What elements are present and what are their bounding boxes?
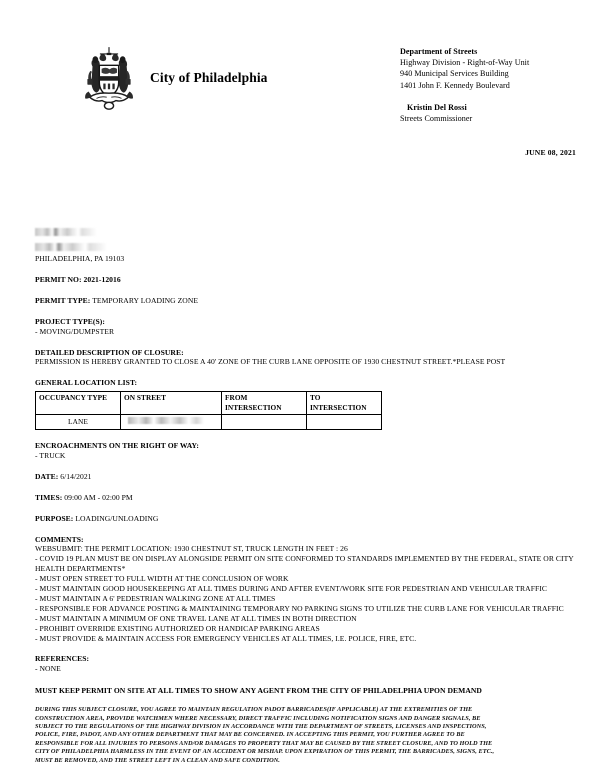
- date-row: [35, 472, 575, 482]
- comments-section: [35, 535, 575, 644]
- references-label: REFERENCES:: [35, 654, 90, 664]
- project-types-section: [35, 317, 575, 337]
- keep-permit-on-site-notice: MUST KEEP PERMIT ON SITE AT ALL TIMES TO SHOW ANY AGENT FROM THE CITY OF PHILADELPHIA UPON DEMAND: [35, 686, 482, 696]
- comment-line: - MUST MAINTAIN A MINIMUM OF ONE TRAVEL LANE AT ALL TIMES IN BOTH DIRECTION: [35, 613, 357, 623]
- encroachments-section: [35, 441, 575, 461]
- city-of-philadelphia-title: City of Philadelphia: [150, 70, 268, 85]
- cell-to-intersection: [307, 415, 382, 430]
- document-date: JUNE 08, 2021: [525, 148, 576, 157]
- table-header-row: [36, 392, 382, 415]
- permit-type-value: TEMPORARY LOADING ZONE: [92, 295, 199, 305]
- comment-line: - RESPONSIBLE FOR ADVANCE POSTING & MAINTAINING TEMPORARY NO PARKING SIGNS TO UTILIZE THE CURB LANE FOR VEHICULAR TRAFFIC: [35, 603, 564, 613]
- closure-description-section: [35, 348, 575, 368]
- redacted-recipient-name: [35, 228, 97, 236]
- purpose-value: LOADING/UNLOADING: [75, 513, 159, 523]
- times-label: TIMES:: [35, 492, 63, 502]
- cell-on-street: [121, 415, 222, 430]
- department-address-block: [400, 46, 529, 124]
- column-on-street: ON STREET: [121, 392, 222, 415]
- commissioner-name: Kristin Del Rossi: [407, 102, 467, 112]
- purpose-row: [35, 514, 575, 524]
- recipient-city-state-zip: PHILADELPHIA, PA 19103: [35, 254, 125, 263]
- encroachments-label: ENCROACHMENTS ON THE RIGHT OF WAY:: [35, 440, 199, 450]
- permit-number-value: 2021-12016: [83, 274, 121, 284]
- department-division: Highway Division - Right-of-Way Unit: [400, 58, 530, 68]
- permit-type-row: [35, 296, 575, 306]
- references-section: [35, 654, 575, 674]
- column-occupancy-type: OCCUPANCY TYPE: [36, 392, 121, 415]
- comment-line: - PROHIBIT OVERRIDE EXISTING AUTHORIZED OR HANDICAP PARKING AREAS: [35, 623, 320, 633]
- general-location-section: [35, 378, 575, 430]
- comment-line: - MUST MAINTAIN A 6' PEDESTRIAN WALKING ZONE AT ALL TIMES: [35, 593, 276, 603]
- crest-container: [0, 46, 150, 112]
- encroachments-value: - TRUCK: [35, 450, 66, 460]
- column-from-intersection: FROM INTERSECTION: [222, 392, 307, 415]
- department-street-address: 1401 John F. Kennedy Boulevard: [400, 80, 510, 90]
- legal-terms-paragraph: DURING THIS SUBJECT CLOSURE, YOU AGREE TO MAINTAIN REGULATION PADOT BARRICADES(IF APPLICABLE) AT THE EXTREMITIES OF THE CONSTRUCTION AREA, PROVIDE WATCHMEN WHERE NECESSARY, DIRECT TRAFFIC INCLUDING NOTIFICATION SIGNS AND DANGER SIGNALS, BE SUBJECT TO THE REGULATIONS OF THE HIGHWAY DIVISION IN ACCORDANCE WITH THE DEPARTMENT OF STREETS, LICENSES AND INSPECTIONS, POLICE, FIRE, PADOT, AND ANY OTHER DEPARTMENT THAT MAY BE CONCERNED. IN ACCEPTING THIS PERMIT, YOU FURTHER AGREE TO BE RESPONSIBLE FOR ALL INJURIES TO PERSONS AND/OR DAMAGES TO PROPERTY THAT MAY BE CAUSED BY THE STREET CLOSURE, AND TO HOLD THE CITY OF PHILADELPHIA HARMLESS IN THE EVENT OF AN ACCIDENT OR MISHAP. UPON EXPIRATION OF THIS PERMIT, THE BARRICADES, SIGNS, ETC., MUST BE REMOVED, AND THE STREET LEFT IN A CLEAN AND SAFE CONDITION.: [35, 706, 495, 764]
- commissioner-title: Streets Commissioner: [400, 114, 473, 124]
- permit-number-label: PERMIT NO:: [35, 274, 82, 284]
- department-name: Department of Streets: [400, 47, 478, 56]
- comments-list: [35, 544, 575, 643]
- date-value: 6/14/2021: [60, 471, 92, 481]
- times-row: [35, 493, 575, 503]
- comments-label: COMMENTS:: [35, 534, 84, 544]
- closure-description-label: DETAILED DESCRIPTION OF CLOSURE:: [35, 347, 184, 357]
- comment-line: WEBSUBMIT: THE PERMIT LOCATION: 1930 CHESTNUT ST, TRUCK LENGTH IN FEET : 26: [35, 544, 348, 554]
- column-to-intersection: TO INTERSECTION: [307, 392, 382, 415]
- comment-line: - MUST PROVIDE & MAINTAIN ACCESS FOR EMERGENCY VEHICLES AT ALL TIMES, I.E. POLICE, FIRE, ETC.: [35, 633, 417, 643]
- general-location-label: GENERAL LOCATION LIST:: [35, 378, 138, 388]
- project-types-label: PROJECT TYPE(S):: [35, 316, 105, 326]
- cell-occupancy-type: LANE: [36, 415, 121, 430]
- cell-from-intersection: [222, 415, 307, 430]
- permit-number-row: [35, 275, 575, 285]
- recipient-address-block: [35, 228, 575, 264]
- project-types-value: - MOVING/DUMPSTER: [35, 326, 115, 336]
- department-building: 940 Municipal Services Building: [400, 69, 509, 79]
- table-row: [36, 415, 382, 430]
- general-location-table: [35, 391, 382, 430]
- purpose-label: PURPOSE:: [35, 513, 74, 523]
- permit-type-label: PERMIT TYPE:: [35, 295, 91, 305]
- closure-description-value: PERMISSION IS HEREBY GRANTED TO CLOSE A 40' ZONE OF THE CURB LANE OPPOSITE OF 1930 CHESTNUT STREET.*PLEASE POST: [35, 357, 506, 367]
- philadelphia-city-crest-icon: [80, 46, 138, 112]
- comment-line: - COVID 19 PLAN MUST BE ON DISPLAY ALONGSIDE PERMIT ON SITE CONFORMED TO STANDARDS IMPLEMENTED BY THE FEDERAL, STATE OR CITY HEALTH DEPARTMENTS*: [35, 554, 574, 574]
- redacted-on-street-value: [128, 417, 204, 424]
- times-value: 09:00 AM - 02:00 PM: [64, 492, 133, 502]
- address-spacer: [400, 91, 529, 102]
- comment-line: - MUST MAINTAIN GOOD HOUSEKEEPING AT ALL TIMES DURING AND AFTER EVENT/WORK SITE FOR PEDESTRIAN AND VEHICULAR TRAFFIC: [35, 584, 547, 594]
- references-value: - NONE: [35, 664, 61, 674]
- document-body: [35, 228, 575, 765]
- date-label: DATE:: [35, 471, 59, 481]
- redacted-recipient-street: [35, 243, 107, 251]
- comment-line: - MUST OPEN STREET TO FULL WIDTH AT THE CONCLUSION OF WORK: [35, 574, 289, 584]
